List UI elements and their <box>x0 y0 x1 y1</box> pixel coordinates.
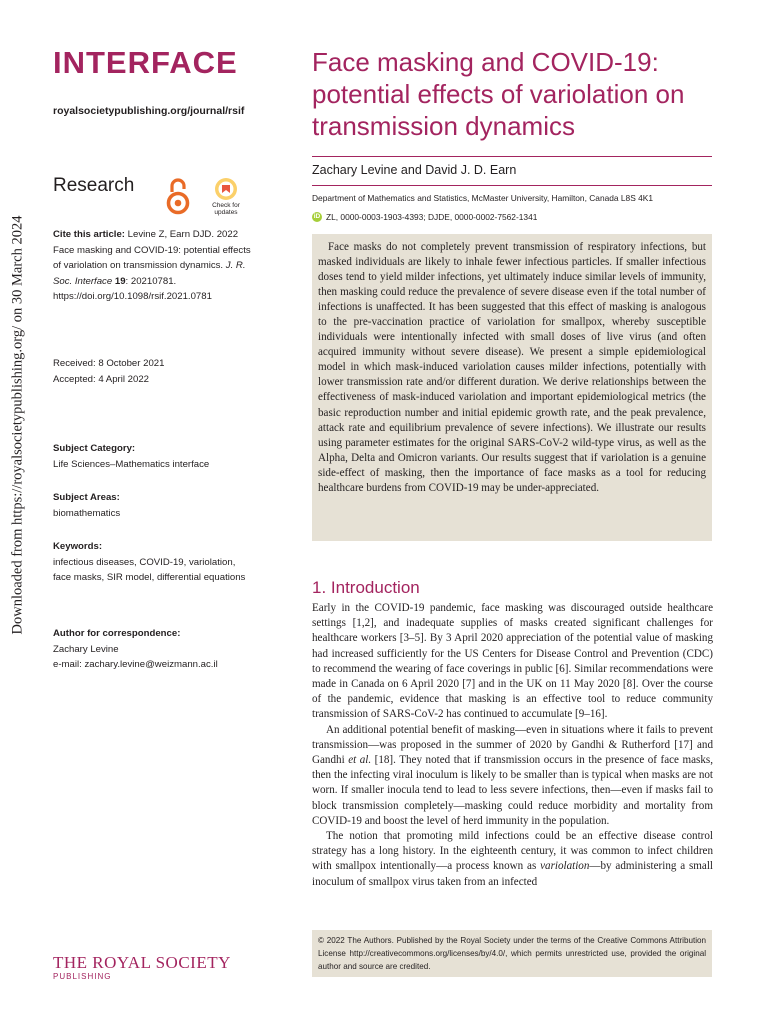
keywords-label: Keywords: <box>53 541 103 552</box>
cite-volume: 19 <box>114 275 126 287</box>
paragraph-2-etal: et al. <box>348 754 372 767</box>
accepted-date: Accepted: 4 April 2022 <box>53 373 150 385</box>
journal-logo: INTERFACE <box>53 45 238 80</box>
royal-society-sub: PUBLISHING <box>53 972 112 981</box>
check-for-updates-badge[interactable] <box>208 177 244 216</box>
correspondence-label: Author for correspondence: <box>53 628 181 639</box>
title-divider <box>312 156 712 157</box>
paragraph-1: Early in the COVID-19 pandemic, face masking was discouraged outside healthcare settings [1,2], and inadequate supplies of masks created significant challenges for healthcare workers [3–5]. By 3 April 2020 appreciation of the potential value of masking had increased sufficiently for the US Centers for Disease Control and Prevention (CDC) to recommend the wearing of face coverings in public [6]. Similar recommendations were made in Canada on 6 April 2020 [7] and in the UK on 11 May 2020 [8]. Over the course of the pandemic, evidence that masking is an effective tool to reduce community transmission of SARS-CoV-2 has continued to accumulate [9–16]. <box>312 602 713 721</box>
paragraph-3-text-b: —by administering a small inoculum of smallpox virus taken from an infected <box>312 860 713 888</box>
cite-journal: J. R. Soc. Interface <box>53 260 246 287</box>
subject-category-label: Subject Category: <box>53 443 136 454</box>
article-title: Face masking and COVID-19: potential effects of variolation on transmission dynamics <box>312 47 685 141</box>
royal-society-name: THE ROYAL SOCIETY <box>53 953 231 972</box>
cite-doi-link[interactable]: https://doi.org/10.1098/rsif.2021.0781 <box>53 291 212 303</box>
citation-block <box>53 227 253 305</box>
check-updates-label: Check for updates <box>212 202 240 216</box>
paragraph-2-text-a: An additional potential benefit of masking—even in situations where it fails to prevent transmission—was proposed in the summer of 2020 by Gandhi & Rutherford [17] and Gandhi <box>312 723 713 767</box>
orcid-icon[interactable]: iD <box>313 213 321 220</box>
paragraph-3-text-a: The notion that promoting mild infections could be an effective disease control strategy has a long history. In the eighteenth century, it was common to infect children with smallpox intentionally—a process known as <box>312 830 713 873</box>
received-date: Received: 8 October 2021 <box>53 358 165 369</box>
subject-category-block <box>53 441 253 472</box>
subject-areas-label: Subject Areas: <box>53 492 120 503</box>
orcid-ids: ZL, 0000-0003-1903-4393; DJDE, 0000-0002-7562-1341 <box>326 212 538 222</box>
orcid-line <box>312 212 537 222</box>
cite-label: Cite this article: <box>53 229 125 240</box>
keywords-value: infectious diseases, COVID-19, variolation, face masks, SIR model, differential equations <box>53 556 246 584</box>
abstract-text: Face masks do not completely prevent transmission of respiratory infections, but masked individuals are likely to inhale fewer infectious particles. If smaller infectious doses tend to yield milder infections, yet ultimately induce similar levels of immunity, then masking could reduce the prevalence of severe disease even if the total number of infections is unaffected. It has been suggested that this effect of masking is analogous to the pre-vaccination practice of variolation for smallpox, whereby susceptible individuals were intentionally infected with small doses of live virus (and often acquired immunity without severe disease). We present a simple epidemiological model in which mask-induced variolation causes milder infections, potentially with lower transmission rate and/or different duration. We derive relationships between the effectiveness of mask-induced variolation and important epidemiological metrics (the basic reproduction number and initial epidemic growth rate, and the peak prevalence, attack rate and equilibrium prevalence of severe infections). We illustrate our results using parameter estimates for the original SARS-CoV-2 wild-type virus, as well as the Alpha, Delta and Omicron variants. Our results suggest that if variolation is a genuine side-effect of masking, then the importance of face masks as a tool for reducing healthcare burdens from COVID-19 may be under-appreciated. <box>318 241 706 494</box>
article-type: Research <box>53 175 135 196</box>
correspondence-block <box>53 626 253 673</box>
royal-society-logo <box>53 953 231 981</box>
download-stamp: Downloaded from https://royalsocietypublishing.org/ on 30 March 2024 <box>9 215 26 635</box>
journal-url-link[interactable]: royalsocietypublishing.org/journal/rsif <box>53 105 245 117</box>
author-divider <box>312 185 712 186</box>
paragraph-2 <box>312 723 713 829</box>
abstract-box <box>312 234 712 541</box>
paragraph-3 <box>312 829 713 890</box>
dates-block <box>53 356 253 387</box>
correspondence-name: Zachary Levine <box>53 643 119 655</box>
subject-areas-value: biomathematics <box>53 507 121 519</box>
cite-title: Face masking and COVID-19: potential effects of variolation on transmission dynamics. <box>53 244 251 272</box>
cite-authors: Levine Z, Earn DJD. 2022 <box>124 229 239 240</box>
paragraph-2-text-b: [18]. They noted that if transmission occurs in the presence of face masks, then the infecting viral inoculum is likely to be smaller than is typical when masks are not worn. If smaller inocula tend to lead to less severe infections, then—even if masks fail to block transmission completely—masking could reduce morbidity and mortality from COVID-19 and boost the level of herd immunity in the population. <box>312 754 714 827</box>
license-box: © 2022 The Authors. Published by the Royal Society under the terms of the Creative Commons Attribution License http://creativecommons.org/licenses/by/4.0/, which permits unrestricted use, provided the original author and source are credited. <box>312 930 712 977</box>
paragraph-3-term: variolation <box>540 860 590 873</box>
open-access-icon <box>165 177 191 217</box>
author-list: Zachary Levine and David J. D. Earn <box>312 163 517 177</box>
check-updates-icon <box>214 177 238 201</box>
keywords-block <box>53 539 253 586</box>
subject-areas-block <box>53 490 253 521</box>
affiliation: Department of Mathematics and Statistics, McMaster University, Hamilton, Canada L8S 4K1 <box>312 193 654 203</box>
subject-category-value: Life Sciences–Mathematics interface <box>53 458 210 470</box>
correspondence-email[interactable]: e-mail: zachary.levine@weizmann.ac.il <box>53 659 218 671</box>
section-heading-introduction: 1. Introduction <box>312 578 420 597</box>
cite-article-no: : 20210781. <box>125 275 177 287</box>
body-text <box>312 601 713 890</box>
